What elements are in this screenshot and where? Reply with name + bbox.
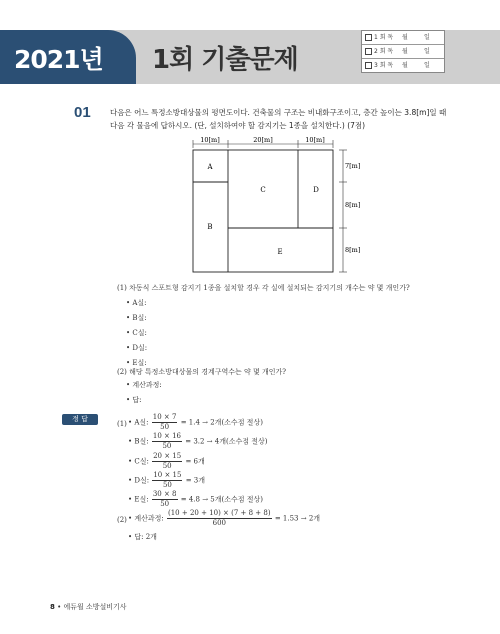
answer-line-b: • B실: $\frac{10 \times 16}{50}$ = 3.2 → 4개(소수점 절상) xyxy=(128,432,268,450)
fraction: $\frac{30 \times 8}{50}$ xyxy=(152,490,177,508)
year-tab xyxy=(0,30,136,84)
checklist-row: 2 회 독 월 일 xyxy=(362,45,444,59)
fraction: $\frac{20 \times 15}{50}$ xyxy=(153,452,182,470)
dim-right-1: 7[m] xyxy=(345,162,361,170)
floor-plan-diagram xyxy=(183,132,363,277)
study-checklist xyxy=(361,30,445,73)
dim-right-3: 8[m] xyxy=(345,246,361,254)
checkbox-icon xyxy=(365,62,372,69)
q1-item-c: • C실: xyxy=(126,329,147,337)
checkbox-icon xyxy=(365,34,372,41)
fraction: $\frac{10 \times 16}{50}$ xyxy=(152,432,181,450)
q2-item-calc: • 계산과정: xyxy=(126,381,162,389)
dim-right-2: 8[m] xyxy=(345,201,361,209)
q1-item-b: • B실: xyxy=(126,314,147,322)
page-footer xyxy=(50,602,127,612)
q1-item-e: • E실: xyxy=(126,359,147,367)
answer-calc: • 계산과정: $\frac{(10 + 20 + 10) \times (7 + 8 + 8)}{600}$ = 1.53 → 2개 xyxy=(128,509,321,527)
question-text: 다음은 어느 특정소방대상물의 평면도이다. 건축물의 구조는 비내화구조이고, 층간 높이는 3.8[m]일 때 다음 각 물음에 답하시오. (단, 설치하여야 할 감지기는 1종을 설치한다.) (7점) xyxy=(110,108,447,130)
subquestion-2: (2) 해당 특정소방대상물의 경계구역수는 약 몇 개인가? xyxy=(117,368,287,376)
dim-top-1: 10[m] xyxy=(200,136,220,144)
subquestion-1: (1) 차동식 스포트형 감지기 1종을 설치할 경우 각 실에 설치되는 감지기의 개수는 약 몇 개인가? xyxy=(117,284,410,292)
fraction: $\frac{10 \times 15}{50}$ xyxy=(153,471,182,489)
dim-top-2: 20[m] xyxy=(253,136,273,144)
q2-item-answer: • 답: xyxy=(126,396,142,404)
answer-badge: 정 답 xyxy=(62,414,98,425)
room-e-label: E xyxy=(277,248,283,256)
dim-top-3: 10[m] xyxy=(305,136,325,144)
year-label: 2021년 xyxy=(14,45,103,74)
room-c-label: C xyxy=(260,186,266,194)
page-number: 8 xyxy=(50,603,55,611)
answer-line-e: • E실: $\frac{30 \times 8}{50}$ = 4.8 → 5개(소수점 절상) xyxy=(128,490,264,508)
answer-line-c: • C실: $\frac{20 \times 15}{50}$ = 6개 xyxy=(128,452,205,470)
answer-line-a: • A실: $\frac{10 \times 7}{50}$ = 1.4 → 2개(소수점 절상) xyxy=(128,413,263,431)
checkbox-icon xyxy=(365,48,372,55)
fraction: $\frac{10 \times 7}{50}$ xyxy=(152,413,177,431)
answer-part1-label: (1) xyxy=(117,420,127,428)
answer-line-d: • D실: $\frac{10 \times 15}{50}$ = 3개 xyxy=(128,471,206,489)
room-b-label: B xyxy=(207,223,213,231)
answer-part2-label: (2) xyxy=(117,516,127,524)
fraction: $\frac{(10 + 20 + 10) \times (7 + 8 + 8)}{600}$ xyxy=(168,509,271,527)
footer-bullet: • xyxy=(57,603,62,611)
book-title: 에듀윌 소방설비기사 xyxy=(63,603,127,611)
checklist-row: 3 회 독 월 일 xyxy=(362,59,444,72)
question-number: 01 xyxy=(74,104,91,121)
checklist-row: 1 회 독 월 일 xyxy=(362,31,444,45)
answer-final: • 답: 2개 xyxy=(128,533,157,541)
room-d-label: D xyxy=(313,186,319,194)
q1-item-a: • A실: xyxy=(126,299,147,307)
q1-item-d: • D실: xyxy=(126,344,148,352)
room-a-label: A xyxy=(207,163,213,171)
page-title: 1회 기출문제 xyxy=(152,45,298,75)
